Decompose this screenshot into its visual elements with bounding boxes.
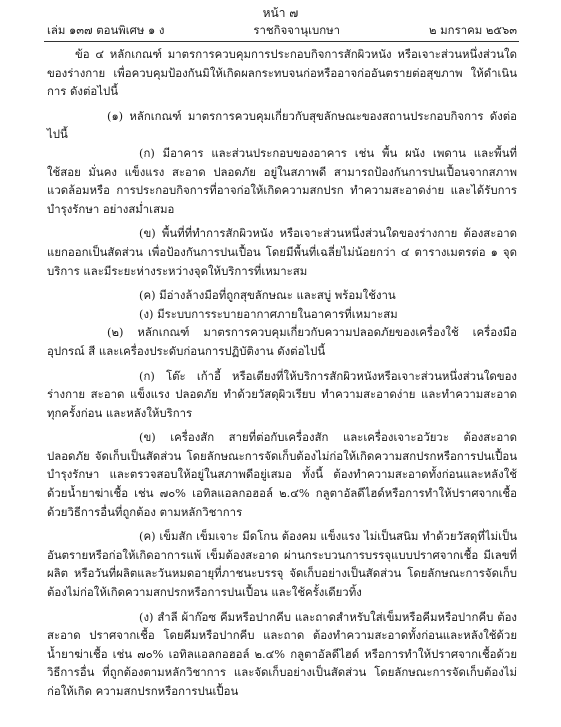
gazette-header [47, 21, 517, 40]
item-1-d: (ง) มีระบบการระบายอากาศภายในอาคารที่เหมาะสม [139, 306, 398, 321]
item-1-b: (ข) พื้นที่ที่ทำการสักผิวหนัง หรือเจาะส่วนหนึ่งส่วนใดของร่างกาย ต้องสะอาด แยกออกเป็นสัดส่วน เพื่อป้องกันการปนเปื้อน โดยมีพื้นที่เฉลี่ยไม่น้อยกว่า ๔ ตารางเมตรต่อ ๑ จุดบริการ และมีระยะห่างระหว่างจุดให้บริการที่เหมาะสม [47, 226, 517, 278]
item-1-c: (ค) มีอ่างล้างมือที่ถูกสุขลักษณะ และสบู่ พร้อมใช้งาน [139, 288, 396, 303]
header-rule [44, 41, 519, 42]
item-2-b: (ข) เครื่องสัก สายที่ต่อกับเครื่องสัก และเครื่องเจาะอวัยวะ ต้องสะอาด ปลอดภัย จัดเก็บเป็นสัดส่วน โดยลักษณะการจัดเก็บต้องไม่ก่อให้เกิดความสกปรกหรือการปนเปื้อน บำรุงรักษา และตรวจสอบให้อยู่ในสภาพดีอยู่เสมอ ทั้งนี้ ต้องทำความสะอาดทั้งก่อนและหลังใช้ด้วยน้ำยาฆ่าเชื้อ เช่น ๗๐% เอทิลแอลกอฮอล์ ๒.๔% กลูตาอัลดีไฮด์หรือการทำให้ปราศจากเชื้อด้วยวิธีการอื่นที่ถูกต้อง ตามหลักวิชาการ [47, 430, 517, 519]
publication-date: ๒ มกราคม ๒๕๖๓ [429, 23, 517, 37]
item-1-a: (ก) มีอาคาร และส่วนประกอบของอาคาร เช่น พื้น ผนัง เพดาน และพื้นที่ใช้สอย มั่นคง แข็งแรง สะอาด ปลอดภัย อยู่ในสภาพดี สามารถป้องกันการปนเปื้อนจากสภาพแวดล้อมหรือ การประกอบกิจการที่อาจก่อให้เกิดความสกปรก ทำความสะอาดง่าย และได้รับการบำรุงรักษา อย่างสม่ำเสมอ [47, 145, 517, 216]
page-number: หน้า ๗ [262, 6, 299, 20]
item-1-heading: (๑) หลักเกณฑ์ มาตรการควบคุมเกี่ยวกับสุขลักษณะของสถานประกอบกิจการ ดังต่อไปนี้ [47, 108, 517, 142]
item-2-a: (ก) โต๊ะ เก้าอี้ หรือเตียงที่ให้บริการสักผิวหนังหรือเจาะส่วนหนึ่งส่วนใดของร่างกาย สะอาด แข็งแรง ปลอดภัย ทำด้วยวัสดุผิวเรียบ ทำความสะอาดง่าย และทำความสะอาดทุกครั้งก่อน และหลังให้บริการ [47, 368, 517, 420]
volume-issue: เล่ม ๑๓๗ ตอนพิเศษ ๑ ง [47, 23, 165, 37]
document-body [47, 45, 517, 701]
gazette-name: ราชกิจจานุเบกษา [253, 23, 341, 37]
clause-4: ข้อ ๔ หลักเกณฑ์ มาตรการควบคุมการประกอบกิจการสักผิวหนัง หรือเจาะส่วนหนึ่งส่วนใด ของร่างกาย เพื่อควบคุมป้องกันมิให้เกิดผลกระทบจนก่อหรืออาจก่ออันตรายต่อสุขภาพ ให้ดำเนินการ ดังต่อไปนี้ [47, 47, 517, 99]
item-2-heading: (๒) หลักเกณฑ์ มาตรการควบคุมเกี่ยวกับความปลอดภัยของเครื่องใช้ เครื่องมือ อุปกรณ์ สี และเครื่องประดับก่อนการปฏิบัติงาน ดังต่อไปนี้ [47, 325, 517, 358]
item-2-c: (ค) เข็มสัก เข็มเจาะ มีดโกน ต้องคม แข็งแรง ไม่เป็นสนิม ทำด้วยวัสดุที่ไม่เป็น อันตรายหรือก่อให้เกิดอาการแพ้ เข็มต้องสะอาด ผ่านกระบวนการบรรจุแบบปราศจากเชื้อ มีเลขที่ผลิต หรือวันที่ผลิตและวันหมดอายุที่ภาชนะบรรจุ จัดเก็บอย่างเป็นสัดส่วน โดยลักษณะการจัดเก็บ ต้องไม่ก่อให้เกิดความสกปรกหรือการปนเปื้อน และใช้ครั้งเดียวทิ้ง [47, 529, 517, 600]
item-2-d: (ง) สำลี ผ้าก๊อซ คีมหรือปากคีบ และถาดสำหรับใส่เข็มหรือคีมหรือปากคีบ ต้องสะอาด ปราศจากเชื้อ โดยคีมหรือปากคีบ และถาด ต้องทำความสะอาดทั้งก่อนและหลังใช้ด้วยน้ำยาฆ่าเชื้อ เช่น ๗๐% เอทิลแอลกอฮอล์ ๒.๔% กลูตาอัลดีไฮด์ หรือการทำให้ปราศจากเชื้อด้วยวิธีการอื่น ที่ถูกต้องตามหลักวิชาการ และจัดเก็บอย่างเป็นสัดส่วน โดยลักษณะการจัดเก็บต้องไม่ก่อให้เกิด ความสกปรกหรือการปนเปื้อน [47, 609, 517, 698]
